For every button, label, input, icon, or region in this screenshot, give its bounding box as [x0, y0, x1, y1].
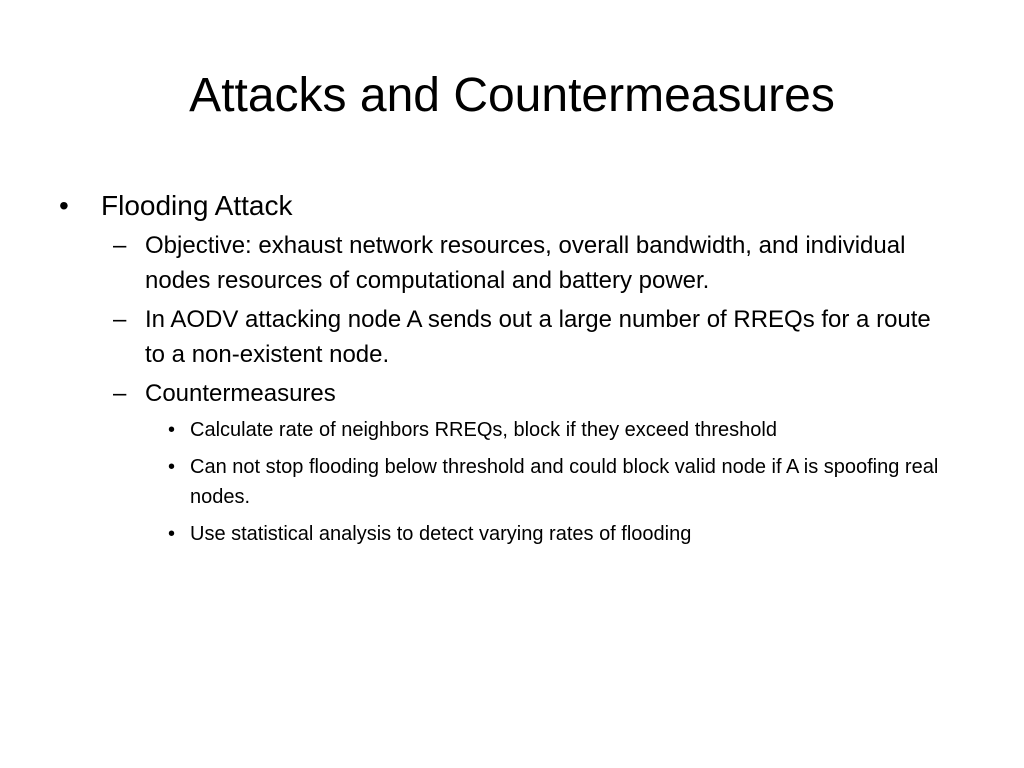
countermeasure-text: Calculate rate of neighbors RREQs, block if they exceed threshold	[190, 419, 777, 441]
countermeasure-item	[168, 519, 960, 549]
sub-bullet-text: Objective: exhaust network resources, overall bandwidth, and individual nodes resources of computational and battery power.	[145, 232, 906, 294]
sub-bullet-text: Countermeasures	[145, 380, 336, 407]
countermeasure-text: Use statistical analysis to detect varying rates of flooding	[190, 523, 692, 545]
slide-body	[0, 186, 1024, 556]
countermeasure-text: Can not stop flooding below threshold and could block valid node if A is spoofing real nodes.	[190, 456, 939, 508]
bullet-marker: •	[168, 456, 176, 478]
sub-bullet-objective	[113, 228, 955, 298]
slide-title: Attacks and Countermeasures	[189, 69, 835, 122]
bullet-marker: •	[59, 190, 69, 221]
bullet-flooding-attack	[59, 186, 1024, 226]
dash-marker: –	[113, 232, 127, 259]
bullet-marker: •	[168, 419, 176, 441]
countermeasure-item	[168, 415, 960, 445]
sub-bullet-aodv	[113, 302, 955, 372]
bullet-text: Flooding Attack	[101, 190, 293, 221]
sub-bullet-text: In AODV attacking node A sends out a large number of RREQs for a route to a non-existent node.	[145, 306, 931, 368]
dash-marker: –	[113, 380, 127, 407]
dash-marker: –	[113, 306, 127, 333]
sub-bullet-countermeasures	[113, 376, 955, 411]
bullet-marker: •	[168, 523, 176, 545]
countermeasure-item	[168, 452, 960, 512]
